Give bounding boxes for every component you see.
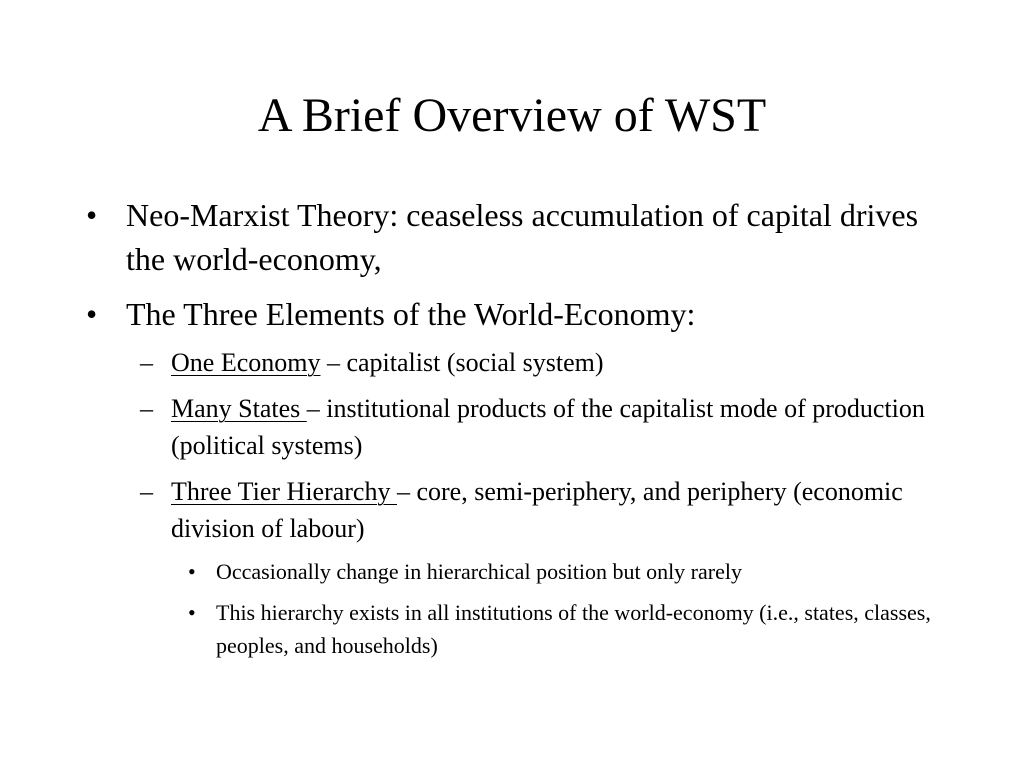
sub-bullet-term: Three Tier Hierarchy bbox=[171, 477, 397, 506]
sub-bullet-item bbox=[171, 344, 961, 381]
sub-bullet-item bbox=[171, 473, 961, 547]
sub-bullet-text: – institutional products of the capitalist mode of production (political systems) bbox=[171, 394, 925, 460]
bullet-marker: • bbox=[86, 197, 98, 233]
sub-bullet-term: One Economy bbox=[171, 348, 321, 377]
sub-bullet-term: Many States bbox=[171, 394, 307, 423]
sub-bullet-text: – capitalist (social system) bbox=[320, 348, 604, 377]
sub-sub-bullet-item: This hierarchy exists in all institutions of the world-economy (i.e., states, classes, peoples, and households) bbox=[216, 600, 931, 658]
sub-sub-bullet-item: Occasionally change in hierarchical position but only rarely bbox=[216, 559, 742, 584]
sub-bullet-marker: – bbox=[140, 348, 153, 377]
bullet-item: Neo-Marxist Theory: ceaseless accumulation of capital drives the world-economy, bbox=[126, 197, 919, 277]
sub-bullet-marker: – bbox=[140, 477, 153, 506]
sub-bullet-marker: – bbox=[140, 394, 153, 423]
sub-bullet-text: – core, semi-periphery, and periphery (economic division of labour) bbox=[171, 477, 903, 543]
bullet-marker: • bbox=[86, 296, 98, 332]
sub-bullet-item bbox=[171, 390, 961, 464]
sub-sub-bullet-marker: • bbox=[188, 559, 196, 584]
slide-title: A Brief Overview of WST bbox=[257, 89, 767, 142]
bullet-item: The Three Elements of the World-Economy: bbox=[126, 296, 696, 332]
sub-sub-bullet-marker: • bbox=[188, 600, 196, 625]
